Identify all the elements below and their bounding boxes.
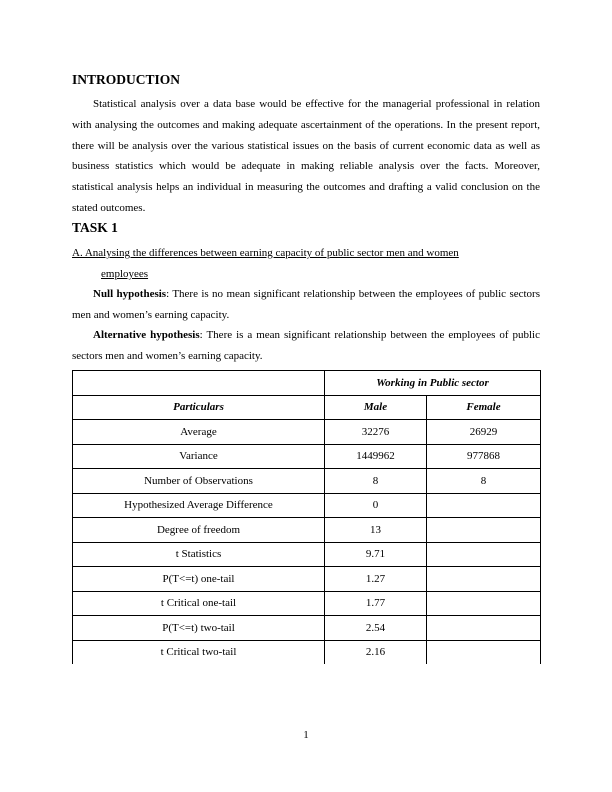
row-label-cell: Degree of freedom: [73, 518, 325, 543]
row-label-cell: Hypothesized Average Difference: [73, 493, 325, 518]
row-label-cell: Average: [73, 420, 325, 445]
alternative-hypothesis: [72, 325, 540, 367]
row-male-cell: 1449962: [325, 444, 427, 469]
row-male-cell: 1.77: [325, 591, 427, 616]
col-header-particulars: Particulars: [73, 395, 325, 420]
t-test-table: [72, 370, 541, 664]
row-female-cell: [427, 493, 541, 518]
row-female-cell: [427, 616, 541, 641]
table-row: [73, 469, 541, 494]
row-label-cell: Number of Observations: [73, 469, 325, 494]
row-female-cell: [427, 640, 541, 664]
row-label-cell: P(T<=t) one-tail: [73, 567, 325, 592]
row-female-cell: [427, 591, 541, 616]
row-label-cell: Variance: [73, 444, 325, 469]
page-number: 1: [303, 729, 309, 741]
row-male-cell: 32276: [325, 420, 427, 445]
table-row: [73, 640, 541, 664]
alternative-hypothesis-label: Alternative hypothesis: [93, 329, 200, 341]
row-female-cell: [427, 518, 541, 543]
table-row: [73, 518, 541, 543]
table-row: [73, 591, 541, 616]
table-row: [73, 420, 541, 445]
null-hypothesis-text: : There is no mean significant relationship between the employees of public sectors men and women’s earning capacity.: [72, 288, 540, 321]
null-hypothesis-label: Null hypothesis: [93, 288, 167, 300]
row-label-cell: P(T<=t) two-tail: [73, 616, 325, 641]
group-header-cell: Working in Public sector: [325, 371, 541, 396]
intro-paragraph: Statistical analysis over a data base would be effective for the managerial professional in relation with analysing the outcomes and making adequate ascertainment of the operations. In the present report, there will be analysis over the various statistical issues on the basis of current economic data as well as business statistics which would be adequate in making reliable analysis over the facts. Moreover, statistical analysis helps an individual in measuring the outcomes and drafting a valid conclusion on the stated outcomes.: [72, 98, 540, 214]
intro-heading: INTRODUCTION: [72, 72, 181, 87]
task1-heading: TASK 1: [72, 220, 118, 235]
row-female-cell: 8: [427, 469, 541, 494]
row-female-cell: 26929: [427, 420, 541, 445]
row-female-cell: 977868: [427, 444, 541, 469]
null-hypothesis: [72, 284, 540, 326]
table-row: [73, 493, 541, 518]
row-label-cell: t Statistics: [73, 542, 325, 567]
row-male-cell: 8: [325, 469, 427, 494]
row-label-cell: t Critical one-tail: [73, 591, 325, 616]
row-male-cell: 2.16: [325, 640, 427, 664]
subheading-line-2: employees: [101, 267, 149, 280]
row-male-cell: 13: [325, 518, 427, 543]
row-female-cell: [427, 542, 541, 567]
table-column-header-row: [73, 395, 541, 420]
alternative-hypothesis-text: : There is a mean significant relationship between the employees of public sectors men and women’s earning capacity.: [72, 329, 540, 362]
row-male-cell: 9.71: [325, 542, 427, 567]
row-male-cell: 0: [325, 493, 427, 518]
col-header-male: Male: [325, 395, 427, 420]
subheading-line-1: A. Analysing the differences between earning capacity of public sector men and women: [72, 247, 459, 259]
row-female-cell: [427, 567, 541, 592]
row-male-cell: 2.54: [325, 616, 427, 641]
table-row: [73, 444, 541, 469]
table-group-header-row: [73, 371, 541, 396]
table-row: [73, 616, 541, 641]
table-row: [73, 542, 541, 567]
table-empty-cell: [73, 371, 325, 396]
row-label-cell: t Critical two-tail: [73, 640, 325, 664]
row-male-cell: 1.27: [325, 567, 427, 592]
task1-subheading: [72, 243, 540, 285]
col-header-female: Female: [427, 395, 541, 420]
table-row: [73, 567, 541, 592]
